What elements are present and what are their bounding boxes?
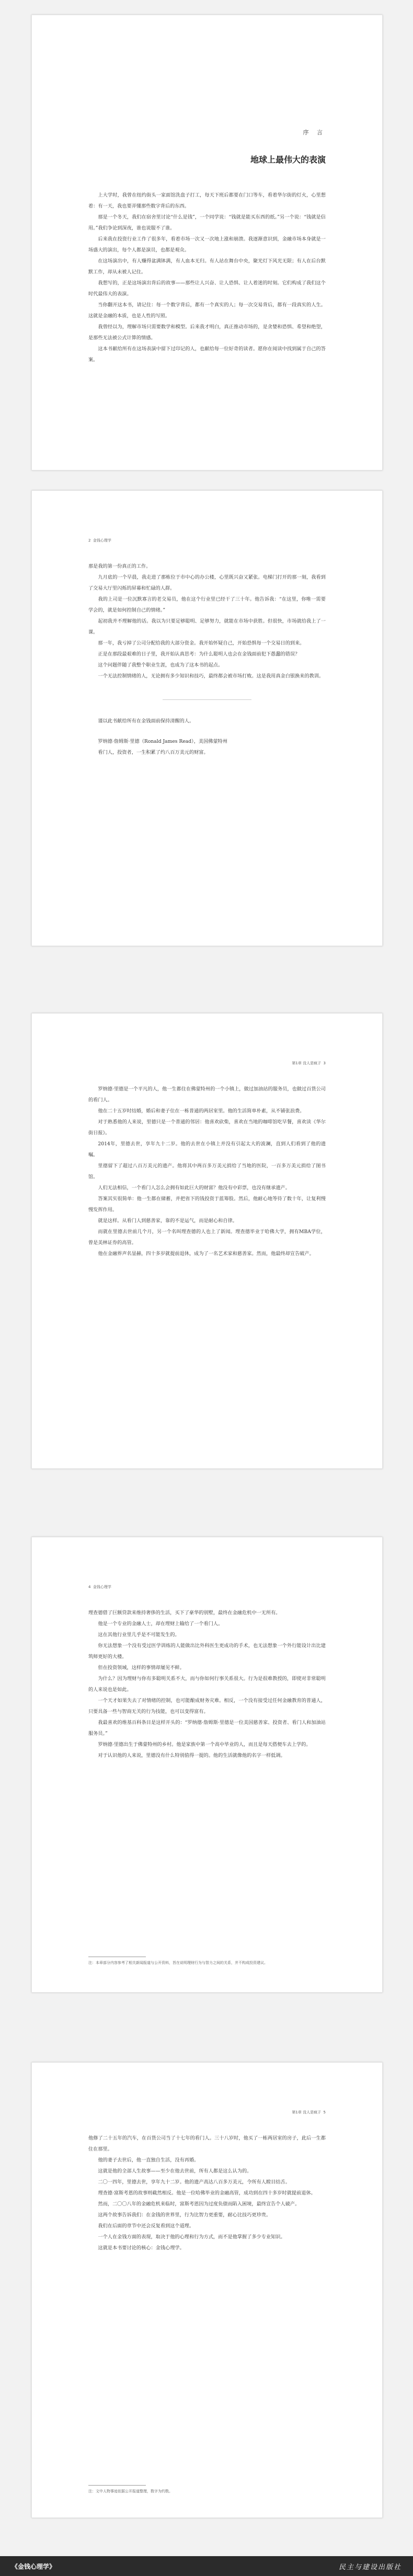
paragraph: 这本书献给所有在这场表演中留下过印记的人，也献给每一位好奇的读者。愿你在阅读中找到属于自己的答案。: [88, 346, 326, 363]
running-head: [292, 1061, 326, 1066]
paragraph: 对于熟悉他的人来说，里德只是一个普通的邻居：他喜欢砍柴，喜欢在当地的咖啡馆吃早餐，喜欢读《华尔街日报》。: [88, 1119, 326, 1136]
paragraph: 罗纳德·里德出生于佛蒙特州的乡村。他是家族中第一个高中毕业的人，而且是每天搭便车去上学的。: [98, 1742, 311, 1747]
paragraph: 后来我在投资行业工作了很多年，看着市场一次又一次地上涨和崩溃。我逐渐意识到，金融市场本身就是一场盛大的演出，每个人都是演员，也都是观众。: [88, 236, 326, 253]
preface-label: 序 言: [303, 129, 326, 136]
page-1: [31, 15, 383, 470]
paragraph: 那一年，我亏掉了公司分配给我的大部分资金。我开始怀疑自己，开始恐惧每一个交易日的到来。: [98, 640, 305, 646]
paragraph: 一个天才如果失去了对情绪的控制，也可能酿成财务灾难。相反，一个没有接受过任何金融教育的普通人，只要具备一些与智商无关的行为技能，也可以变得富有。: [88, 1698, 326, 1715]
preface-title: 地球上最伟大的表演: [250, 155, 326, 165]
running-head-title: 金钱心理学: [93, 1585, 111, 1589]
running-head: [88, 1584, 111, 1590]
running-head: [292, 2110, 326, 2115]
paragraph: 2014年，里德去世，享年九十二岁。他的去世在小镇上并没有引起太大的波澜，直到人们看到了他的遗嘱。: [88, 1141, 326, 1158]
paragraph: 然而，二〇〇八年的金融危机来临时，富斯考恩因为过度负债而陷入困境，最终宣告个人破产。: [98, 2201, 300, 2207]
paragraph: 而就在里德去世前几个月，另一个名叫理查德的人也上了新闻。理查德毕业于哈佛大学，拥有MBA学位，曾是美林证券的高管。: [88, 1229, 326, 1246]
signature-line: 看门人，投资者，一生积累了约八百万美元的财富。: [98, 750, 209, 755]
paragraph: 这就是本书要讨论的核心：金钱心理学。: [98, 2245, 185, 2251]
paragraph: 那是一个冬天，我们在宿舍里讨论“什么是钱”，一个同学说：“钱就是能买东西的纸。”另一个说：“钱就是信用。”我们争论到深夜，谁也说服不了谁。: [88, 214, 326, 231]
paragraph: 人们无法相信，一个看门人怎么会拥有如此巨大的财富？他没有中彩票，也没有继承遗产。: [98, 1185, 290, 1191]
paragraph: 他修了二十五年的汽车，在百货公司当了十七年的看门人。三十八岁时，他买了一栋两居室的房子，此后一生都住在那里。: [88, 2135, 326, 2152]
running-head-title: 第1章 没人是疯子: [292, 1061, 322, 1065]
paragraph: 他的妻子去世后，他一直独自生活，没有再婚。: [98, 2157, 199, 2163]
footer-publisher: 民主与建设出版社: [338, 2563, 401, 2571]
body-text: [88, 190, 326, 365]
paragraph: 罗纳德·里德是一个平凡的人，他一生都住在佛蒙特州的一个小镇上，做过加油站的服务员，也做过百货公司的看门人。: [88, 1086, 326, 1103]
page-number: 3: [323, 1061, 326, 1065]
paragraph: 我曾经以为，理解市场只需要数学和模型。后来我才明白，真正推动市场的，是贪婪和恐惧、希望和绝望，是那些无法被公式计算的情感。: [88, 324, 326, 341]
paragraph: 为什么？因为理财与你有多聪明关系不大，而与你如何行事关系很大。行为是很难教授的，即使对非常聪明的人来说也是如此。: [88, 1676, 326, 1693]
paragraph: 上大学时，我曾在纽约街头一家面馆洗盘子打工，每天下班后都要在门口等车，看着华尔街的灯火，心里想着：有一天，我也要弄懂那些数字背后的东西。: [88, 192, 326, 209]
page-content: [88, 2063, 326, 2517]
page-content: [88, 491, 326, 946]
page-number: 2: [88, 538, 91, 543]
paragraph: 他在二十五岁时结婚，婚后和妻子住在一栋普通的两居室里。他的生活简单朴素，从不铺张浪费。: [98, 1108, 305, 1114]
paragraph: 里德留下了超过八百万美元的遗产。他将其中两百多万美元捐给了当地的医院，一百多万美元捐给了图书馆。: [88, 1163, 326, 1180]
paragraph: 理查德·富斯考恩的故事则截然相反。他是一位哈佛毕业的金融高管，成功到在四十多岁时就提前退休。: [98, 2190, 316, 2196]
paragraph: 这在其他行业里几乎是不可能发生的。: [98, 1632, 180, 1638]
footer-bar: [0, 2556, 413, 2576]
page-2: [31, 490, 383, 946]
paragraph: 这个问题伴随了我整个职业生涯，也成为了这本书的起点。: [98, 662, 223, 668]
page-3: [31, 1013, 383, 1469]
paragraph: 我们在后面的章节中还会反复看到这个道理。: [98, 2223, 194, 2229]
paragraph: 二〇一四年，里德去世，享年九十二岁。他的遗产高达八百多万美元，令所有人瞠目结舌。: [98, 2179, 290, 2185]
footer-book-title: 《金钱心理学》: [12, 2562, 56, 2570]
paragraph: 当你翻开这本书，请记住：每一个数字背后，都有一个真实的人；每一次交易背后，都有一段真实的人生。这就是金融的本质，也是人性的写照。: [88, 302, 326, 319]
body-text: [88, 2133, 326, 2253]
paragraph: 一个无法控制情绪的人，无论拥有多少知识和技巧，最终都会被市场打败。这是我用真金白银换来的教训。: [98, 673, 324, 679]
paragraph: 答案其实很简单：他一生都在储蓄，并把省下的钱投资于蓝筹股。然后，他耐心地等待了数十年，让复利慢慢发挥作用。: [88, 1196, 326, 1213]
paragraph: 我的上司是一位沉默寡言的老交易员，他在这个行业里已经干了三十年。他告诉我：“在这里，你唯一需要学会的，就是如何控制自己的情绪。”: [88, 596, 326, 613]
paragraph: 那是我的第一份真正的工作。: [88, 564, 151, 569]
page-number: 4: [88, 1585, 91, 1589]
body-text: [88, 1084, 326, 1259]
running-head-title: 第1章 没人是疯子: [292, 2110, 322, 2114]
paragraph: 我想写的，正是这场演出背后的故事——那些让人兴奋、让人恐惧、让人着迷的时刻。它们构成了我们这个时代最伟大的表演。: [88, 280, 326, 297]
footnote: 注：文中人物事迹依据公开报道整理，数字为约数。: [88, 2489, 173, 2493]
paragraph: 这就是他的全部人生故事——至少在他去世前，所有人都是这么认为的。: [98, 2168, 252, 2174]
page-content: [88, 1537, 326, 1992]
running-head-title: 金钱心理学: [93, 538, 111, 543]
page-number: 5: [323, 2110, 326, 2114]
paragraph: 就是这样。从看门人到慈善家，靠的不是运气，而是耐心和自律。: [98, 1218, 237, 1224]
footnote-divider: [88, 2485, 146, 2486]
body-text: [88, 561, 326, 758]
paragraph: 九月底的一个早晨，我走进了那栋位于市中心的办公楼，心里既兴奋又紧张。电梯门打开的那一刻，我看到了交易大厅里闪烁的屏幕和忙碌的人群。: [88, 574, 326, 591]
running-head: [88, 538, 111, 543]
page-content: [88, 1014, 326, 1468]
footnote: 注：本章部分内容参考了相关新闻报道与公开资料，旨在说明理财行为与智力之间的关系，并不构成投资建议。: [88, 1961, 268, 1965]
paragraph: 对于认识他的人来说，里德没有什么特别值得一提的。他的生活就像他的名字一样低调。: [98, 1753, 285, 1758]
paragraph: 这两个故事告诉我们：在金钱的世界里，行为比智力更重要，耐心比技巧更珍贵。: [98, 2212, 271, 2218]
paragraph: 正是在那段最艰难的日子里，我开始认真思考：为什么聪明人也会在金钱面前犯下愚蠢的错误？: [98, 651, 300, 657]
body-text: [88, 1607, 326, 1761]
paragraph: 一个人在金钱方面的表现，取决于他的心理和行为方式，而不是他掌握了多少专业知识。: [98, 2234, 285, 2240]
page-5: [31, 2062, 383, 2518]
paragraph: 他在金融界声名显赫，四十多岁就提前退休，成为了一名艺术家和慈善家。然而，他最终却宣告破产。: [98, 1251, 314, 1257]
page-4: [31, 1537, 383, 1993]
paragraph: 但在投资领域，这样的事情却屡见不鲜。: [98, 1665, 185, 1671]
paragraph: 他是一个专业的金融人士，却在理财上输给了一个看门人。: [98, 1621, 223, 1627]
section-divider: [163, 699, 251, 700]
paragraph: 你无法想象一个没有受过医学训练的人能做出比外科医生更成功的手术，也无法想象一个外行能设计出比建筑师更好的大楼。: [88, 1643, 326, 1660]
paragraph: 起初我并不理解他的话。我以为只要足够聪明、足够努力，就能在市场中获胜。但很快，市场就给我上了一课。: [88, 618, 326, 635]
page-content: [88, 15, 326, 470]
paragraph: 在这场演出中，有人赚得盆满钵满，有人血本无归。有人站在舞台中央，聚光灯下风光无限；有人在后台默默工作，却从未被人记住。: [88, 258, 326, 275]
signature-line: 罗纳德·詹姆斯·里德（Ronald James Read），美国佛蒙特州: [98, 739, 228, 744]
paragraph: 我最喜欢的维基百科条目是这样开头的：“罗纳德·詹姆斯·里德是一位美国慈善家、投资者、看门人和加油站服务员。”: [88, 1720, 326, 1736]
paragraph: 理查德借了巨额贷款来维持奢侈的生活，买下了豪华的别墅，最终在金融危机中一无所有。: [88, 1610, 281, 1616]
closing-line: 谨以此书献给所有在金钱面前保持清醒的人。: [98, 718, 194, 724]
